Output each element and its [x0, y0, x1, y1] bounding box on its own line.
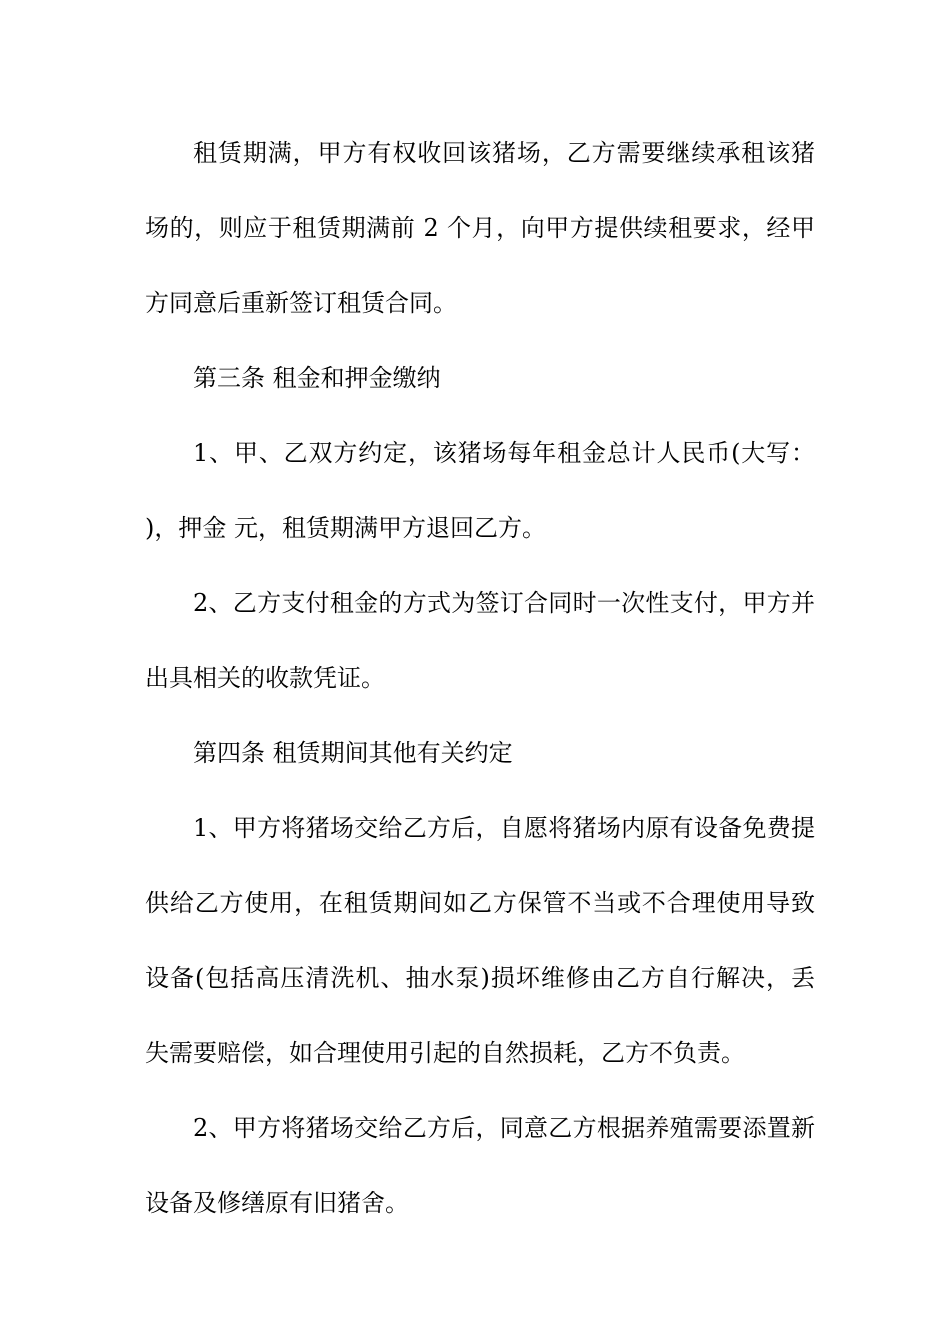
paragraph-line: 租赁期满，甲方有权收回该猪场，乙方需要继续承租该猪 [193, 139, 815, 167]
paragraph-line: 方同意后重新签订租赁合同。 [145, 289, 457, 317]
paragraph-line: 场的，则应于租赁期满前 2 个月，向甲方提供续租要求，经甲 [145, 214, 815, 242]
section-heading: 第四条 租赁期间其他有关约定 [193, 739, 513, 767]
paragraph-line: 2、甲方将猪场交给乙方后，同意乙方根据养殖需要添置新 [193, 1114, 815, 1142]
paragraph-line: 失需要赔偿，如合理使用引起的自然损耗，乙方不负责。 [145, 1039, 745, 1067]
paragraph-line: 设备(包括高压清洗机、抽水泵)损坏维修由乙方自行解决，丢 [145, 964, 815, 992]
paragraph-line: 供给乙方使用，在租赁期间如乙方保管不当或不合理使用导致 [145, 889, 815, 917]
paragraph-line: 设备及修缮原有旧猪舍。 [145, 1189, 409, 1217]
section-heading: 第三条 租金和押金缴纳 [193, 364, 441, 392]
paragraph-line: )，押金 元，租赁期满甲方退回乙方。 [145, 514, 546, 542]
paragraph-line: 1、甲、乙双方约定，该猪场每年租金总计人民币(大写： [193, 439, 815, 467]
paragraph-line: 2、乙方支付租金的方式为签订合同时一次性支付，甲方并 [193, 589, 815, 617]
paragraph-line: 1、甲方将猪场交给乙方后，自愿将猪场内原有设备免费提 [193, 814, 815, 842]
paragraph-line: 出具相关的收款凭证。 [145, 664, 385, 692]
